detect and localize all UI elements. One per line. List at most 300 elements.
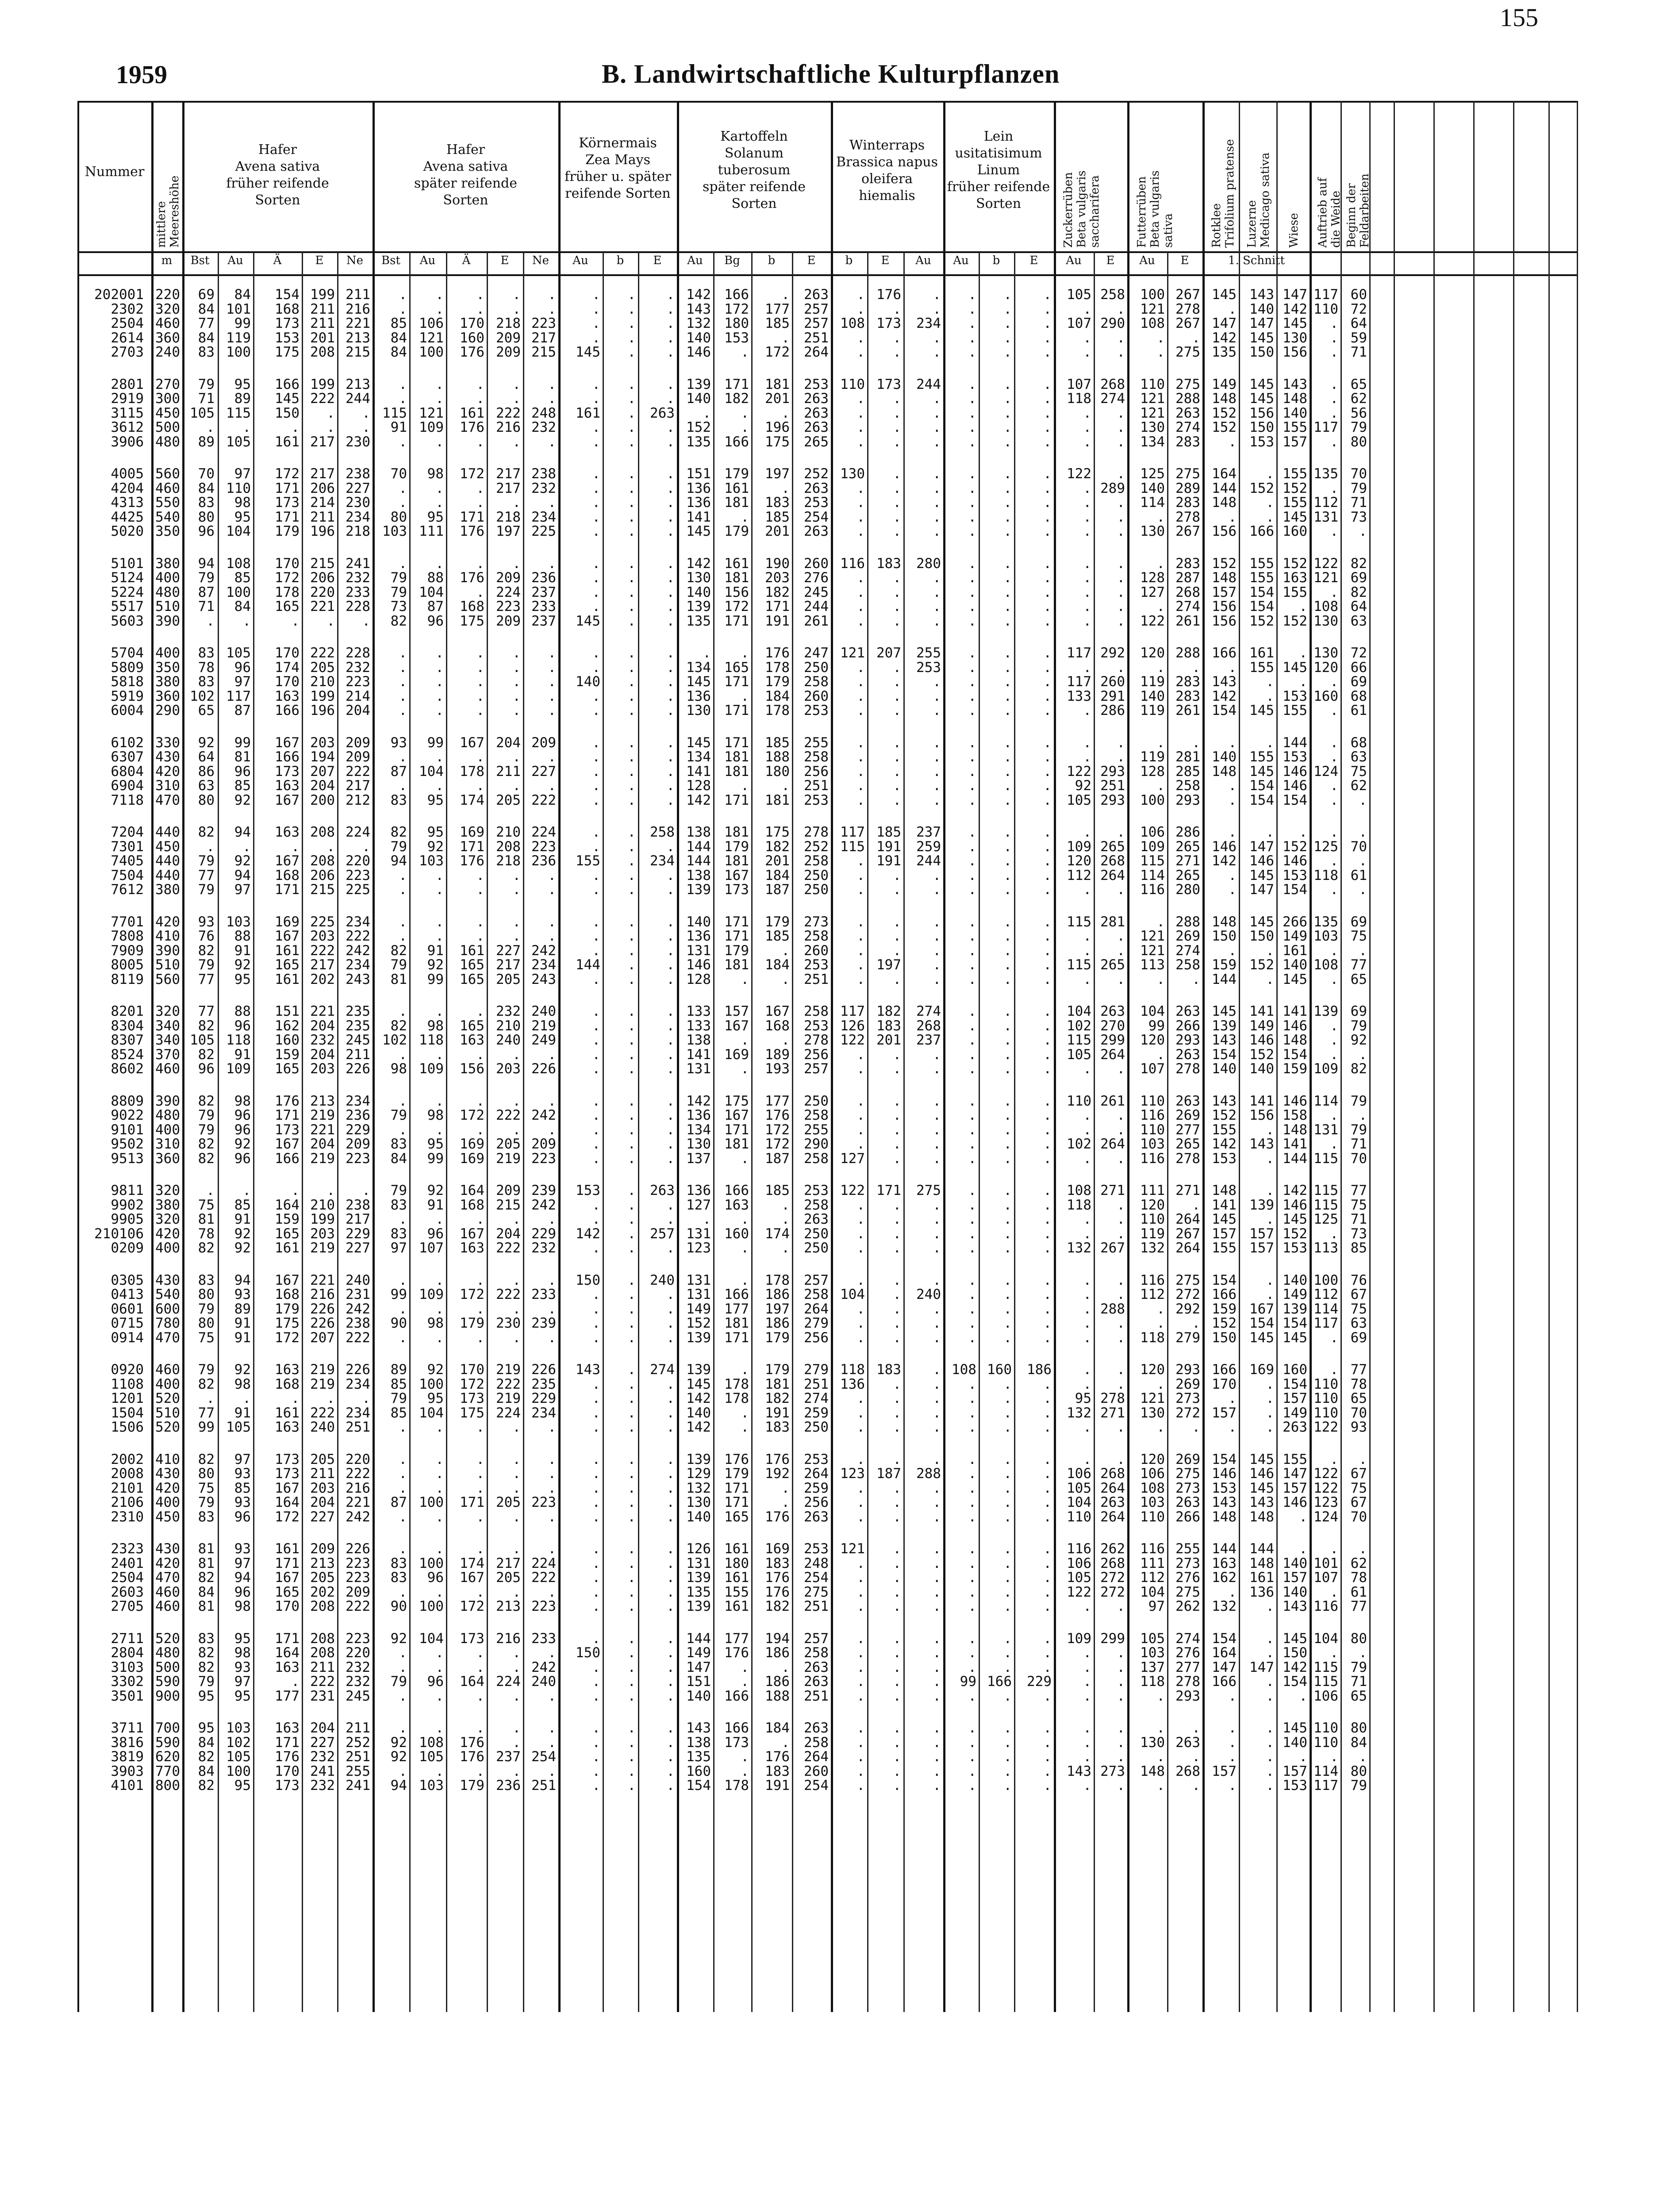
row-value: 179 [724,942,749,959]
row-value: . [1083,1778,1091,1793]
row-value: . [968,1630,976,1647]
row-value: 143 [1212,674,1237,690]
row-value: 187 [876,1466,901,1482]
row-value: 153 [1283,1778,1307,1793]
row-value: . [1043,1003,1052,1019]
row-value: . [1330,1136,1338,1152]
row-value: 71 [1350,495,1367,511]
row-value: . [1266,1390,1274,1406]
row-value: . [666,1674,675,1690]
row-value: 81 [198,1541,215,1557]
row-value: . [206,838,215,855]
row-value: . [893,570,901,586]
row-value: 116 [1067,1541,1091,1557]
row-value: . [627,509,636,525]
row-value: 244 [916,376,941,392]
row-value: . [512,1688,521,1704]
row-value: . [1117,1225,1125,1242]
col-rule [903,252,905,2012]
row-value: . [893,1688,901,1704]
row-value: 210 [496,1018,521,1034]
row-value: 186 [765,1315,790,1331]
row-value: . [933,778,941,794]
row-value: 232 [346,1659,370,1675]
row-value: . [362,1390,370,1406]
row-value: 232 [346,659,370,676]
row-altitude: 380 [155,882,180,898]
row-value: . [1266,1778,1274,1793]
row-value: . [512,1480,521,1496]
row-value: . [1083,1301,1091,1317]
row-value: . [592,584,600,600]
row-value: 168 [275,867,300,883]
row-value: 253 [804,792,829,808]
row-value: 181 [724,570,749,586]
row-value: 64 [1350,599,1367,614]
row-value: 122 [1067,1584,1091,1600]
row-value: . [1083,1150,1091,1167]
row-value: 261 [804,613,829,629]
row-value: . [968,1570,976,1586]
header-feldarbeiten: Beginn der Feldarbeiten [1345,173,1371,248]
row-value: 92 [427,838,444,855]
row-value: . [1043,1390,1052,1406]
row-value: 143 [1283,376,1307,392]
row-number: 3903 [111,1763,144,1779]
row-value: 145 [1212,1211,1237,1227]
row-value: 87 [234,703,251,718]
row-value: 95 [198,1688,215,1704]
row-value: . [1330,1225,1338,1242]
row-value: . [781,778,790,794]
row-value: . [933,466,941,482]
row-value: 93 [234,1466,251,1482]
subheader-cell: Au [227,254,243,267]
row-value: 179 [765,914,790,930]
row-value: 232 [346,570,370,586]
row-value: . [968,853,976,869]
row-value: 105 [1067,792,1091,808]
row-value: 259 [916,838,941,855]
row-value: 92 [234,792,251,808]
row-value: 156 [1283,344,1307,360]
row-value: 96 [198,523,215,539]
row-value: 219 [310,1240,335,1256]
row-value: 250 [804,1093,829,1109]
row-value: 100 [419,1598,444,1614]
row-altitude: 380 [155,555,180,572]
row-value: . [1330,1018,1338,1034]
row-value: 219 [496,1362,521,1378]
row-value: . [512,688,521,704]
row-value: 146 [1283,1197,1307,1213]
row-value: . [627,971,636,987]
row-value: . [512,867,521,883]
row-value: . [968,509,976,525]
row-number: 5603 [111,613,144,629]
row-value: 264 [1100,1480,1125,1496]
row-value: . [1228,1584,1237,1600]
row-value: . [592,1659,600,1675]
row-value: . [1156,1688,1165,1704]
row-value: 178 [275,584,300,600]
row-value: 230 [346,434,370,450]
row-value: 173 [876,315,901,331]
row-value: . [592,1315,600,1331]
row-value: . [741,1749,749,1765]
row-value: 153 [275,330,300,346]
row-value: 219 [310,1376,335,1392]
row-altitude: 460 [155,1598,180,1614]
row-value: 160 [1283,523,1307,539]
row-value: 170 [275,1763,300,1779]
row-value: 142 [686,1419,711,1435]
row-value: 163 [275,778,300,794]
row-value: 155 [1283,584,1307,600]
row-value: 107 [1067,376,1091,392]
row-value: . [933,1225,941,1242]
row-value: . [548,376,556,392]
row-value: 161 [724,1598,749,1614]
row-value: 79 [198,1494,215,1510]
row-value: . [968,1286,976,1302]
row-value: 172 [765,344,790,360]
row-value: . [968,480,976,496]
row-value: 156 [1212,523,1237,539]
row-value: . [893,330,901,346]
row-number: 8602 [111,1061,144,1077]
row-value: . [592,838,600,855]
row-value: 263 [1175,1093,1200,1109]
row-value: 256 [804,1494,829,1510]
row-value: 105 [1067,1046,1091,1063]
row-value: . [1117,613,1125,629]
row-value: . [1299,824,1307,840]
row-value: 99 [1148,1018,1165,1034]
row-value: 172 [460,1376,484,1392]
row-value: . [548,1272,556,1288]
row-value: . [933,1584,941,1600]
row-value: 268 [1175,1763,1200,1779]
row-value: . [741,1150,749,1167]
row-value: . [968,1659,976,1675]
row-value: 94 [234,824,251,840]
row-value: 266 [1175,1509,1200,1525]
row-value: . [1266,495,1274,511]
subheader-cell: b [992,254,1000,267]
row-value: . [1043,792,1052,808]
row-value: 181 [765,1376,790,1392]
row-value: 276 [1175,1570,1200,1586]
row-value: . [1083,434,1091,450]
row-value: . [1003,1509,1012,1525]
subheader-cell: b [768,254,776,267]
row-value: 96 [234,763,251,780]
row-value: 114 [1140,867,1165,883]
row-value: . [548,1541,556,1557]
row-value: . [968,315,976,331]
row-value: 80 [198,1466,215,1482]
row-value: 75 [1350,1301,1367,1317]
row-value: . [326,405,335,421]
row-value: 155 [1249,555,1274,572]
header-meereshoehe: mittlere Meereshöhe [155,175,181,248]
row-value: . [1043,645,1052,661]
row-value: 208 [310,853,335,869]
row-value: 70 [1350,838,1367,855]
row-value: . [1330,523,1338,539]
row-value: 269 [1175,1451,1200,1467]
row-value: . [1003,555,1012,572]
row-value: . [1003,1541,1012,1557]
row-value: 156 [1212,613,1237,629]
row-value: 166 [275,749,300,765]
row-value: 255 [804,734,829,751]
row-value: 168 [275,301,300,317]
row-value: 77 [1350,1183,1367,1198]
row-value: . [1003,434,1012,450]
row-value: . [968,466,976,482]
row-value: 159 [275,1046,300,1063]
row-value: . [476,495,484,511]
row-value: 145 [686,734,711,751]
row-value: 205 [496,1136,521,1152]
row-value: . [1117,1720,1125,1736]
row-value: 139 [686,1570,711,1586]
row-value: . [968,1240,976,1256]
row-value: 241 [310,1763,335,1779]
row-value: 136 [686,495,711,511]
row-value: 82 [198,1570,215,1586]
row-value: . [933,1688,941,1704]
row-value: 105 [1067,287,1091,303]
col-rule [1369,101,1371,2012]
row-value: 143 [576,1362,600,1378]
row-value: 82 [390,824,407,840]
row-value: . [435,1480,444,1496]
row-value: . [1117,330,1125,346]
subheader-cell: Au [687,254,703,267]
row-value: . [627,674,636,690]
row-value: 117 [1314,1778,1338,1793]
row-value: . [1043,1509,1052,1525]
row-value: 203 [310,1480,335,1496]
row-value: 208 [310,1630,335,1647]
row-value: 216 [496,1630,521,1647]
row-value: 87 [390,763,407,780]
row-value: . [666,599,675,614]
row-value: 131 [1314,509,1338,525]
row-value: . [1003,1659,1012,1675]
row-value: . [666,287,675,303]
row-value: 123 [1314,1494,1338,1510]
row-value: . [1043,971,1052,987]
row-value: 142 [686,792,711,808]
row-value: 144 [1212,480,1237,496]
row-value: . [1330,792,1338,808]
row-value: 188 [765,749,790,765]
row-value: . [476,434,484,450]
year-label: 1959 [116,60,167,89]
row-value: . [857,957,865,973]
row-value: 143 [1283,1598,1307,1614]
row-value: 221 [346,1494,370,1510]
row-value: . [781,1032,790,1048]
row-number: 0601 [111,1301,144,1317]
row-value: 145 [1249,1329,1274,1346]
row-value: 259 [804,1405,829,1421]
row-value: 161 [275,971,300,987]
row-value: 98 [234,495,251,511]
row-value: 148 [1212,570,1237,586]
row-value: 92 [234,853,251,869]
row-value: . [1003,1301,1012,1317]
header-winterraps: Winterraps Brassica napus oleifera hiemalis [836,138,938,204]
row-value: . [968,599,976,614]
row-value: . [1003,734,1012,751]
row-value: 90 [390,1598,407,1614]
row-value: 145 [1283,971,1307,987]
row-number: 4204 [111,480,144,496]
row-altitude: 340 [155,1032,180,1048]
row-value: . [1330,434,1338,450]
row-value: 116 [840,555,865,572]
row-value: . [627,584,636,600]
row-value: . [933,1480,941,1496]
row-value: 225 [531,523,556,539]
row-value: 122 [1314,1480,1338,1496]
row-value: . [857,1329,865,1346]
row-value: 132 [686,315,711,331]
row-value: 99 [390,1286,407,1302]
row-value: 148 [1212,495,1237,511]
row-value: 223 [346,1570,370,1586]
row-value: . [512,1645,521,1661]
row-value: . [857,1778,865,1793]
row-value: 205 [496,1570,521,1586]
row-value: 226 [346,1061,370,1077]
row-value: . [968,957,976,973]
row-value: . [1043,287,1052,303]
row-altitude: 520 [155,1390,180,1406]
row-value: 176 [275,1749,300,1765]
row-value: . [1043,882,1052,898]
row-value: . [548,688,556,704]
row-value: . [1003,1018,1012,1034]
row-value: 217 [346,1211,370,1227]
row-value: 290 [804,1136,829,1152]
row-value: 252 [804,466,829,482]
row-altitude: 470 [155,1570,180,1586]
row-value: 119 [1140,703,1165,718]
row-value: . [1043,778,1052,794]
row-value: 169 [1249,1362,1274,1378]
row-value: 161 [460,942,484,959]
row-number: 3711 [111,1720,144,1736]
row-value: . [1003,1630,1012,1647]
row-value: 271 [1100,1405,1125,1421]
row-value: . [666,555,675,572]
row-value: 143 [686,1720,711,1736]
row-value: 144 [1212,1541,1237,1557]
row-value: 79 [198,376,215,392]
row-value: 199 [310,688,335,704]
row-value: 85 [234,1197,251,1213]
row-value: . [968,734,976,751]
row-value: . [291,1390,300,1406]
row-value: 161 [1249,645,1274,661]
row-value: 222 [310,645,335,661]
row-value: 95 [234,1630,251,1647]
row-value: . [968,495,976,511]
row-altitude: 430 [155,749,180,765]
row-value: 263 [804,480,829,496]
row-value: . [968,659,976,676]
row-value: . [666,914,675,930]
row-number: 210106 [94,1225,144,1242]
row-value: 171 [724,1121,749,1138]
row-value: . [893,1555,901,1571]
row-value: 65 [1350,1688,1367,1704]
row-value: 181 [724,853,749,869]
row-value: 201 [765,523,790,539]
row-value: 263 [804,1211,829,1227]
row-value: . [893,703,901,718]
row-value: 82 [390,1018,407,1034]
row-value: 275 [804,1584,829,1600]
row-value: 258 [804,928,829,944]
row-value: . [893,971,901,987]
row-value: 91 [390,419,407,435]
col-rule [638,252,639,2012]
row-value: . [1330,1362,1338,1378]
row-value: 283 [1175,434,1200,450]
row-value: 267 [1175,1225,1200,1242]
row-value: 226 [531,1061,556,1077]
row-value: 97 [234,674,251,690]
row-value: . [857,1688,865,1704]
row-value: 273 [1100,1763,1125,1779]
row-value: . [857,405,865,421]
row-value: 269 [1175,1376,1200,1392]
row-value: 268 [1175,584,1200,600]
row-value: 115 [1314,1659,1338,1675]
row-value: 172 [765,1121,790,1138]
row-value: . [1266,1150,1274,1167]
row-value: . [968,344,976,360]
row-value: 165 [460,971,484,987]
row-value: 205 [310,1451,335,1467]
row-value: 253 [804,703,829,718]
row-value: 229 [346,1225,370,1242]
row-value: . [933,674,941,690]
row-altitude: 330 [155,734,180,751]
row-value: . [1083,1749,1091,1765]
row-value: . [781,1480,790,1496]
row-value: . [781,1494,790,1510]
row-value: . [1266,1645,1274,1661]
row-value: 226 [310,1315,335,1331]
row-value: 72 [1350,645,1367,661]
row-value: . [1043,1749,1052,1765]
row-value: 87 [390,1494,407,1510]
row-value: . [1043,1211,1052,1227]
row-value: . [857,1107,865,1123]
row-value: 275 [916,1183,941,1198]
row-value: 143 [1212,1494,1237,1510]
row-value: 161 [275,434,300,450]
row-value: . [666,1541,675,1557]
